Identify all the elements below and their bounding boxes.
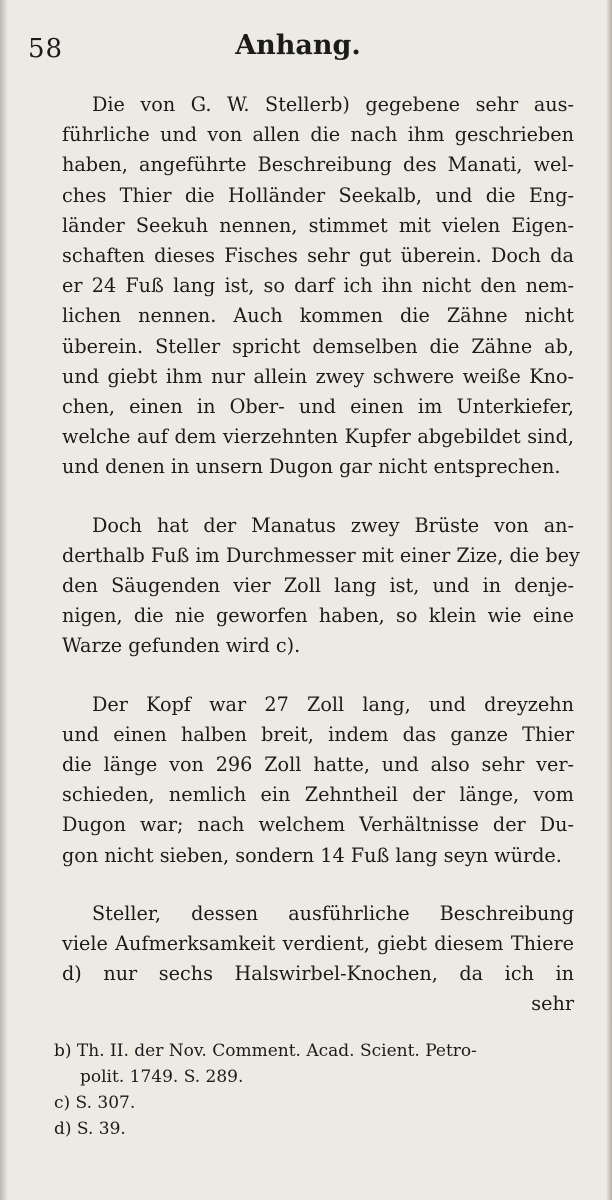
page-number: 58 [28,34,64,64]
text-line: d) nur sechs Halswirbel-Knochen, da ich in [62,962,574,986]
body-text [62,90,580,1020]
footnote-d: d) S. 39. [54,1119,126,1139]
paragraph-4 [62,899,574,1020]
text-line: länder Seekuh nennen, stimmet mit vielen Eigen- [62,213,574,237]
text-line: nigen, die nie geworfen haben, so klein wie eine [62,604,574,628]
text-line: und denen in unsern Dugon gar nicht entsprechen. [62,455,561,479]
text-line: den Säugenden vier Zoll lang ist, und in denje- [62,574,574,598]
text-line: Die von G. W. Stellerb) gegebene sehr aus- [92,93,574,116]
paragraph-3 [62,690,574,871]
text-line: Der Kopf war 27 Zoll lang, und dreyzehn [92,692,574,716]
text-line: und giebt ihm nur allein zwey schwere weiße Kno- [62,364,574,388]
running-title: Anhang. [235,30,361,61]
text-line: welche auf dem vierzehnten Kupfer abgebildet sind, [62,425,574,449]
footnotes [54,1038,574,1142]
text-line: Doch hat der Manatus zwey Brüste von an- [92,513,574,537]
page-header [28,30,568,66]
text-line: und einen halben breit, indem das ganze Thier [62,722,574,746]
catchword: sehr [531,992,574,1016]
text-line: lichen nennen. Auch kommen die Zähne nicht [62,304,574,328]
text-line: haben, angeführte Beschreibung des Manati, wel- [62,153,574,177]
text-line: ches Thier die Holländer Seekalb, und die Eng- [62,183,574,207]
paragraph-1 [62,90,574,483]
text-line: chen, einen in Ober- und einen im Unterkiefer, [62,395,574,419]
text-line: gon nicht sieben, sondern 14 Fuß lang seyn würde. [62,843,562,867]
page-edge-left [0,0,8,1200]
text-line: Warze gefunden wird c). [62,634,301,658]
text-line: Dugon war; nach welchem Verhältnisse der Du- [62,813,574,837]
page-edge-right [606,0,612,1200]
text-line: Steller, dessen ausführliche Beschreibung [92,901,574,925]
text-line: derthalb Fuß im Durchmesser mit einer Zize, die bey [62,543,580,567]
text-line: führliche und von allen die nach ihm geschrieben [62,123,574,147]
text-line: überein. Steller spricht demselben die Zähne ab, [62,334,574,358]
paragraph-2 [62,511,580,662]
text-line: schaften dieses Fisches sehr gut überein. Doch da [62,244,574,268]
text-line: viele Aufmerksamkeit verdient, giebt diesem Thiere [62,932,574,956]
text-line: die länge von 296 Zoll hatte, und also sehr ver- [62,753,574,777]
footnote-b-continuation: polit. 1749. S. 289. [80,1067,244,1087]
footnote-c: c) S. 307. [54,1093,136,1113]
footnote-b: b) Th. II. der Nov. Comment. Acad. Scient. Petro- [54,1041,477,1061]
text-line: schieden, nemlich ein Zehntheil der länge, vom [62,783,574,807]
text-line: er 24 Fuß lang ist, so darf ich ihn nicht den nem- [62,274,574,298]
